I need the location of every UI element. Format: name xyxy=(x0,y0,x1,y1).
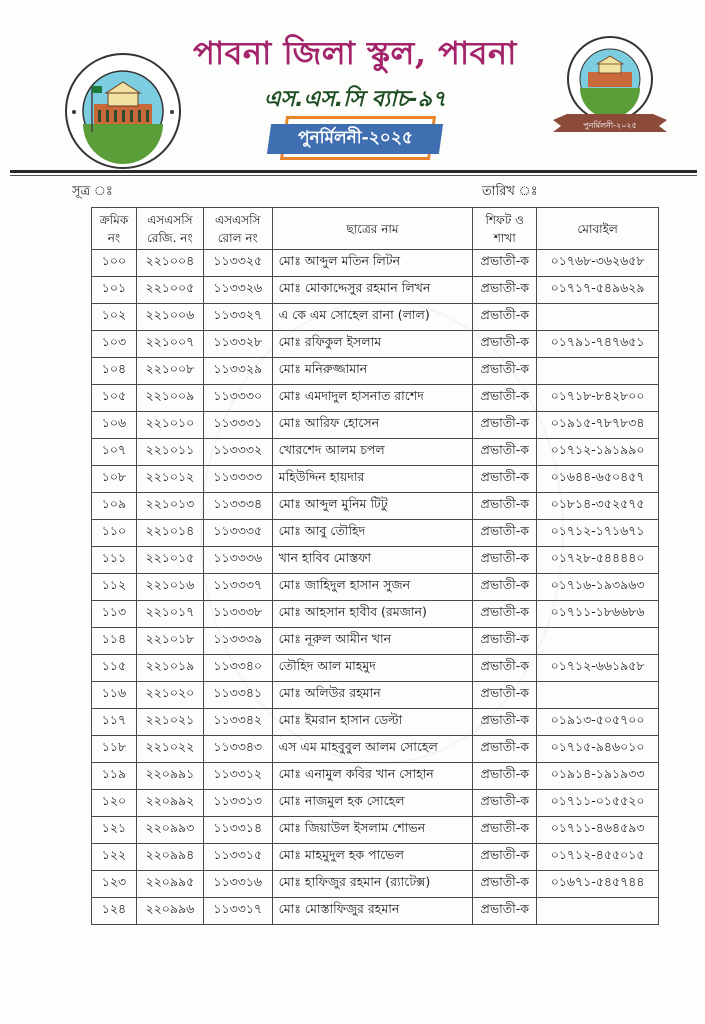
table-row xyxy=(92,817,659,844)
cell-shift-section: প্রভাতী-ক xyxy=(473,817,537,844)
cell-ssc-reg-no: ২২১০১৮ xyxy=(136,628,203,655)
cell-student-name: মোঃ মোকাদ্দেসুর রহমান লিখন xyxy=(272,277,473,304)
cell-serial-no: ১০৫ xyxy=(92,385,137,412)
cell-serial-no: ১০৩ xyxy=(92,331,137,358)
cell-shift-section: প্রভাতী-ক xyxy=(473,655,537,682)
cell-shift-section: প্রভাতী-ক xyxy=(473,412,537,439)
cell-ssc-reg-no: ২২১০০৬ xyxy=(136,304,203,331)
cell-shift-section: প্রভাতী-ক xyxy=(473,682,537,709)
cell-student-name: খোরশেদ আলম চপল xyxy=(272,439,473,466)
cell-ssc-roll-no: ১১৩৩৩১ xyxy=(203,412,272,439)
cell-ssc-reg-no: ২২০৯৯৬ xyxy=(136,898,203,925)
table-row xyxy=(92,439,659,466)
column-header-ssc-roll-no xyxy=(203,208,272,250)
column-header-serial-no xyxy=(92,208,137,250)
cell-shift-section: প্রভাতী-ক xyxy=(473,520,537,547)
cell-serial-no: ১০৭ xyxy=(92,439,137,466)
cell-student-name: মোঃ রফিকুল ইসলাম xyxy=(272,331,473,358)
letterhead xyxy=(0,0,705,170)
cell-student-name: খান হাবিব মোস্তফা xyxy=(272,547,473,574)
table-row xyxy=(92,682,659,709)
cell-student-name: মোঃ নূরুল আমীন খান xyxy=(272,628,473,655)
cell-ssc-roll-no: ১১৩৩৩৮ xyxy=(203,601,272,628)
table-row xyxy=(92,736,659,763)
cell-student-name: মোঃ মোস্তাফিজুর রহমান xyxy=(272,898,473,925)
cell-ssc-reg-no: ২২০৯৯৩ xyxy=(136,817,203,844)
banner-text: পুনর্মিলনী-২০২৫ xyxy=(297,128,413,148)
cell-ssc-reg-no: ২২১০০৮ xyxy=(136,358,203,385)
table-row xyxy=(92,412,659,439)
cell-mobile xyxy=(537,898,659,925)
cell-mobile: ০১৭২৮-৫৪৪৪৪০ xyxy=(537,547,659,574)
cell-serial-no: ১১১ xyxy=(92,547,137,574)
cell-student-name: তৌহিদ আল মাহমুদ xyxy=(272,655,473,682)
cell-ssc-reg-no: ২২১০১০ xyxy=(136,412,203,439)
cell-mobile: ০১৭১১-০১৫৫২০ xyxy=(537,790,659,817)
cell-student-name: মোঃ জিয়াউল ইসলাম শোভন xyxy=(272,817,473,844)
cell-ssc-reg-no: ২২১০০৫ xyxy=(136,277,203,304)
cell-mobile: ০১৯১৪-১৯১৯৩৩ xyxy=(537,763,659,790)
cell-ssc-reg-no: ২২১০২২ xyxy=(136,736,203,763)
cell-ssc-roll-no: ১১৩৩২৭ xyxy=(203,304,272,331)
cell-serial-no: ১২০ xyxy=(92,790,137,817)
cell-mobile xyxy=(537,304,659,331)
cell-student-name: মোঃ এনামুল কবির খান সোহান xyxy=(272,763,473,790)
cell-serial-no: ১২২ xyxy=(92,844,137,871)
table-row xyxy=(92,331,659,358)
cell-mobile: ০১৯১৩-৫০৫৭০০ xyxy=(537,709,659,736)
cell-ssc-roll-no: ১১৩৩৪৩ xyxy=(203,736,272,763)
cell-mobile xyxy=(537,682,659,709)
cell-ssc-roll-no: ১১৩৩৩২ xyxy=(203,439,272,466)
column-header-line: শিফট ও xyxy=(485,212,524,227)
cell-ssc-roll-no: ১১৩৩৪১ xyxy=(203,682,272,709)
table-row xyxy=(92,277,659,304)
cell-shift-section: প্রভাতী-ক xyxy=(473,493,537,520)
cell-student-name: এ কে এম সোহেল রানা (লাল) xyxy=(272,304,473,331)
cell-ssc-roll-no: ১১৩৩১৩ xyxy=(203,790,272,817)
cell-ssc-reg-no: ২২১০১৭ xyxy=(136,601,203,628)
column-header-line: রোল নং xyxy=(217,230,258,245)
cell-serial-no: ১১৬ xyxy=(92,682,137,709)
cell-mobile: ০১৭১৬-১৯৩৯৬৩ xyxy=(537,574,659,601)
cell-ssc-reg-no: ২২০৯৯৫ xyxy=(136,871,203,898)
cell-ssc-roll-no: ১১৩৩৩০ xyxy=(203,385,272,412)
table-row xyxy=(92,898,659,925)
cell-student-name: মোঃ ইমরান হাসান ডেল্টা xyxy=(272,709,473,736)
cell-serial-no: ১১০ xyxy=(92,520,137,547)
batch-subtitle: এস.এস.সি ব্যাচ-৯৭ xyxy=(263,87,447,112)
cell-student-name: এস এম মাহবুবুল আলম সোহেল xyxy=(272,736,473,763)
table-row xyxy=(92,493,659,520)
cell-mobile: ০১৬৪৪-৬৫০৪৫৭ xyxy=(537,466,659,493)
cell-student-name: মোঃ আব্দুল মুনিম টিটু xyxy=(272,493,473,520)
cell-mobile: ০১৭১১-৪৬৪৫৯৩ xyxy=(537,817,659,844)
cell-student-name: মোঃ নাজমুল হক সোহেল xyxy=(272,790,473,817)
cell-student-name: মোঃ হাফিজুর রহমান (র‍্যাটেক্স) xyxy=(272,871,473,898)
cell-ssc-roll-no: ১১৩৩২৯ xyxy=(203,358,272,385)
cell-mobile: ০১৭১১-১৮৬৬৮৬ xyxy=(537,601,659,628)
cell-ssc-roll-no: ১১৩৩১৫ xyxy=(203,844,272,871)
column-header-line: ক্রমিক xyxy=(99,212,129,227)
column-header-line: এসএসসি xyxy=(147,212,193,227)
table-row xyxy=(92,520,659,547)
cell-shift-section: প্রভাতী-ক xyxy=(473,331,537,358)
cell-ssc-roll-no: ১১৩৩১৭ xyxy=(203,898,272,925)
table-row xyxy=(92,466,659,493)
header-rule xyxy=(10,170,697,173)
cell-ssc-roll-no: ১১৩৩১৬ xyxy=(203,871,272,898)
table-row xyxy=(92,844,659,871)
cell-mobile: ০১৭৯১-৭৪৭৬৫১ xyxy=(537,331,659,358)
student-roster-table xyxy=(91,207,659,925)
cell-serial-no: ১১৫ xyxy=(92,655,137,682)
cell-serial-no: ১০৯ xyxy=(92,493,137,520)
cell-shift-section: প্রভাতী-ক xyxy=(473,466,537,493)
cell-student-name: মোঃ মনিরুজ্জামান xyxy=(272,358,473,385)
cell-serial-no: ১০১ xyxy=(92,277,137,304)
cell-ssc-roll-no: ১১৩৩৩৩ xyxy=(203,466,272,493)
cell-mobile: ০১৭১২-৬৬১৯৫৮ xyxy=(537,655,659,682)
table-row xyxy=(92,547,659,574)
cell-shift-section: প্রভাতী-ক xyxy=(473,439,537,466)
cell-shift-section: প্রভাতী-ক xyxy=(473,736,537,763)
column-header-line: রেজি. নং xyxy=(147,230,193,245)
cell-student-name: মোঃ আবু তৌহিদ xyxy=(272,520,473,547)
cell-mobile: ০১৭১৮-৮৪২৮০০ xyxy=(537,385,659,412)
cell-student-name: মোঃ অলিউর রহমান xyxy=(272,682,473,709)
cell-ssc-reg-no: ২২১০১৯ xyxy=(136,655,203,682)
cell-serial-no: ১১২ xyxy=(92,574,137,601)
cell-shift-section: প্রভাতী-ক xyxy=(473,385,537,412)
cell-shift-section: প্রভাতী-ক xyxy=(473,763,537,790)
column-header-student-name xyxy=(272,208,473,250)
cell-serial-no: ১০৪ xyxy=(92,358,137,385)
cell-serial-no: ১০৮ xyxy=(92,466,137,493)
cell-shift-section: প্রভাতী-ক xyxy=(473,628,537,655)
cell-serial-no: ১০৬ xyxy=(92,412,137,439)
cell-mobile: ০১৯১৫-৭৮৭৮৩৪ xyxy=(537,412,659,439)
cell-mobile: ০১৭১২-১৭১৬৭১ xyxy=(537,520,659,547)
cell-ssc-reg-no: ২২১০০৪ xyxy=(136,250,203,277)
cell-serial-no: ১২১ xyxy=(92,817,137,844)
cell-shift-section: প্রভাতী-ক xyxy=(473,250,537,277)
cell-ssc-roll-no: ১১৩৩৩৪ xyxy=(203,493,272,520)
column-header-mobile xyxy=(537,208,659,250)
cell-mobile xyxy=(537,358,659,385)
cell-ssc-roll-no: ১১৩৩৩৭ xyxy=(203,574,272,601)
cell-student-name: মোঃ এমদাদুল হাসনাত রাশেদ xyxy=(272,385,473,412)
reunion-banner xyxy=(265,120,445,158)
cell-ssc-roll-no: ১১৩৩২৫ xyxy=(203,250,272,277)
cell-ssc-reg-no: ২২১০০৭ xyxy=(136,331,203,358)
cell-student-name: মহিউদ্দিন হায়দার xyxy=(272,466,473,493)
cell-mobile: ০১৭৬৮-৩৬২৬৫৮ xyxy=(537,250,659,277)
table-row xyxy=(92,304,659,331)
cell-student-name: মোঃ আব্দুল মতিন লিটন xyxy=(272,250,473,277)
cell-serial-no: ১০০ xyxy=(92,250,137,277)
cell-shift-section: প্রভাতী-ক xyxy=(473,844,537,871)
banner-plate xyxy=(267,124,443,154)
cell-shift-section: প্রভাতী-ক xyxy=(473,277,537,304)
table-row xyxy=(92,790,659,817)
column-header-shift-section xyxy=(473,208,537,250)
table-header-row xyxy=(92,208,659,250)
table-row xyxy=(92,574,659,601)
cell-ssc-roll-no: ১১৩৩২৮ xyxy=(203,331,272,358)
cell-ssc-reg-no: ২২১০১২ xyxy=(136,466,203,493)
cell-ssc-reg-no: ২২১০১১ xyxy=(136,439,203,466)
cell-ssc-roll-no: ১১৩৩৩৫ xyxy=(203,520,272,547)
header-rule-thin xyxy=(10,175,697,176)
cell-serial-no: ১১৪ xyxy=(92,628,137,655)
cell-serial-no: ১২৪ xyxy=(92,898,137,925)
cell-mobile xyxy=(537,628,659,655)
cell-student-name: মোঃ আরিফ হোসেন xyxy=(272,412,473,439)
cell-shift-section: প্রভাতী-ক xyxy=(473,358,537,385)
cell-serial-no: ১২৩ xyxy=(92,871,137,898)
cell-shift-section: প্রভাতী-ক xyxy=(473,574,537,601)
table-row xyxy=(92,763,659,790)
table-row xyxy=(92,601,659,628)
cell-mobile: ০১৭১২-৪৫৫০১৫ xyxy=(537,844,659,871)
table-row xyxy=(92,628,659,655)
cell-ssc-reg-no: ২২১০১৪ xyxy=(136,520,203,547)
cell-ssc-reg-no: ২২১০০৯ xyxy=(136,385,203,412)
table-row xyxy=(92,358,659,385)
cell-serial-no: ১১৩ xyxy=(92,601,137,628)
cell-ssc-reg-no: ২২১০২০ xyxy=(136,682,203,709)
column-header-ssc-reg-no xyxy=(136,208,203,250)
cell-ssc-reg-no: ২২১০২১ xyxy=(136,709,203,736)
cell-shift-section: প্রভাতী-ক xyxy=(473,304,537,331)
cell-shift-section: প্রভাতী-ক xyxy=(473,547,537,574)
cell-shift-section: প্রভাতী-ক xyxy=(473,709,537,736)
cell-serial-no: ১১৭ xyxy=(92,709,137,736)
cell-student-name: মোঃ আহসান হাবীব (রমজান) xyxy=(272,601,473,628)
table-row xyxy=(92,250,659,277)
cell-ssc-reg-no: ২২১০১৫ xyxy=(136,547,203,574)
cell-shift-section: প্রভাতী-ক xyxy=(473,790,537,817)
cell-serial-no: ১১৮ xyxy=(92,736,137,763)
school-title: পাবনা জিলা স্কুল, পাবনা xyxy=(193,34,517,72)
table-row xyxy=(92,709,659,736)
cell-student-name: মোঃ জাহিদুল হাসান সুজন xyxy=(272,574,473,601)
table-row xyxy=(92,655,659,682)
cell-serial-no: ১১৯ xyxy=(92,763,137,790)
column-header-line: শাখা xyxy=(493,230,516,245)
reference-label: সূত্র ঃ xyxy=(72,184,113,199)
cell-mobile: ০১৭১২-১৯১৯৯০ xyxy=(537,439,659,466)
column-header-line: মোবাইল xyxy=(577,221,618,236)
cell-ssc-roll-no: ১১৩৩৩৬ xyxy=(203,547,272,574)
cell-mobile: ০১৮১৪-৩৫২৫৭৫ xyxy=(537,493,659,520)
cell-ssc-reg-no: ২২০৯৯৪ xyxy=(136,844,203,871)
cell-mobile: ০১৭১৫-৯৪৬০১০ xyxy=(537,736,659,763)
ribbon-text: পুনর্মিলনী-২০২৫ xyxy=(583,121,637,130)
school-emblem-left-icon xyxy=(64,52,182,170)
table-row xyxy=(92,385,659,412)
cell-ssc-roll-no: ১১৩৩৪০ xyxy=(203,655,272,682)
table-row xyxy=(92,871,659,898)
cell-mobile: ০১৬৭১-৫৪৫৭৪৪ xyxy=(537,871,659,898)
cell-ssc-roll-no: ১১৩৩২৬ xyxy=(203,277,272,304)
cell-ssc-reg-no: ২২১০১৩ xyxy=(136,493,203,520)
cell-ssc-roll-no: ১১৩৩৪২ xyxy=(203,709,272,736)
cell-mobile: ০১৭১৭-৫৪৯৬২৯ xyxy=(537,277,659,304)
cell-shift-section: প্রভাতী-ক xyxy=(473,601,537,628)
column-header-line: ছাত্রের নাম xyxy=(346,221,399,236)
cell-ssc-roll-no: ১১৩৩৩৯ xyxy=(203,628,272,655)
cell-student-name: মোঃ মাহমুদুল হক পাভেল xyxy=(272,844,473,871)
cell-ssc-roll-no: ১১৩৩১২ xyxy=(203,763,272,790)
school-emblem-right-icon xyxy=(545,34,675,144)
date-label: তারিখ ঃ xyxy=(482,184,538,199)
column-header-line: এসএসসি xyxy=(214,212,261,227)
column-header-line: নং xyxy=(107,230,121,245)
cell-shift-section: প্রভাতী-ক xyxy=(473,898,537,925)
cell-serial-no: ১০২ xyxy=(92,304,137,331)
cell-ssc-reg-no: ২২০৯৯১ xyxy=(136,763,203,790)
cell-ssc-reg-no: ২২০৯৯২ xyxy=(136,790,203,817)
cell-ssc-reg-no: ২২১০১৬ xyxy=(136,574,203,601)
cell-ssc-roll-no: ১১৩৩১৪ xyxy=(203,817,272,844)
cell-shift-section: প্রভাতী-ক xyxy=(473,871,537,898)
